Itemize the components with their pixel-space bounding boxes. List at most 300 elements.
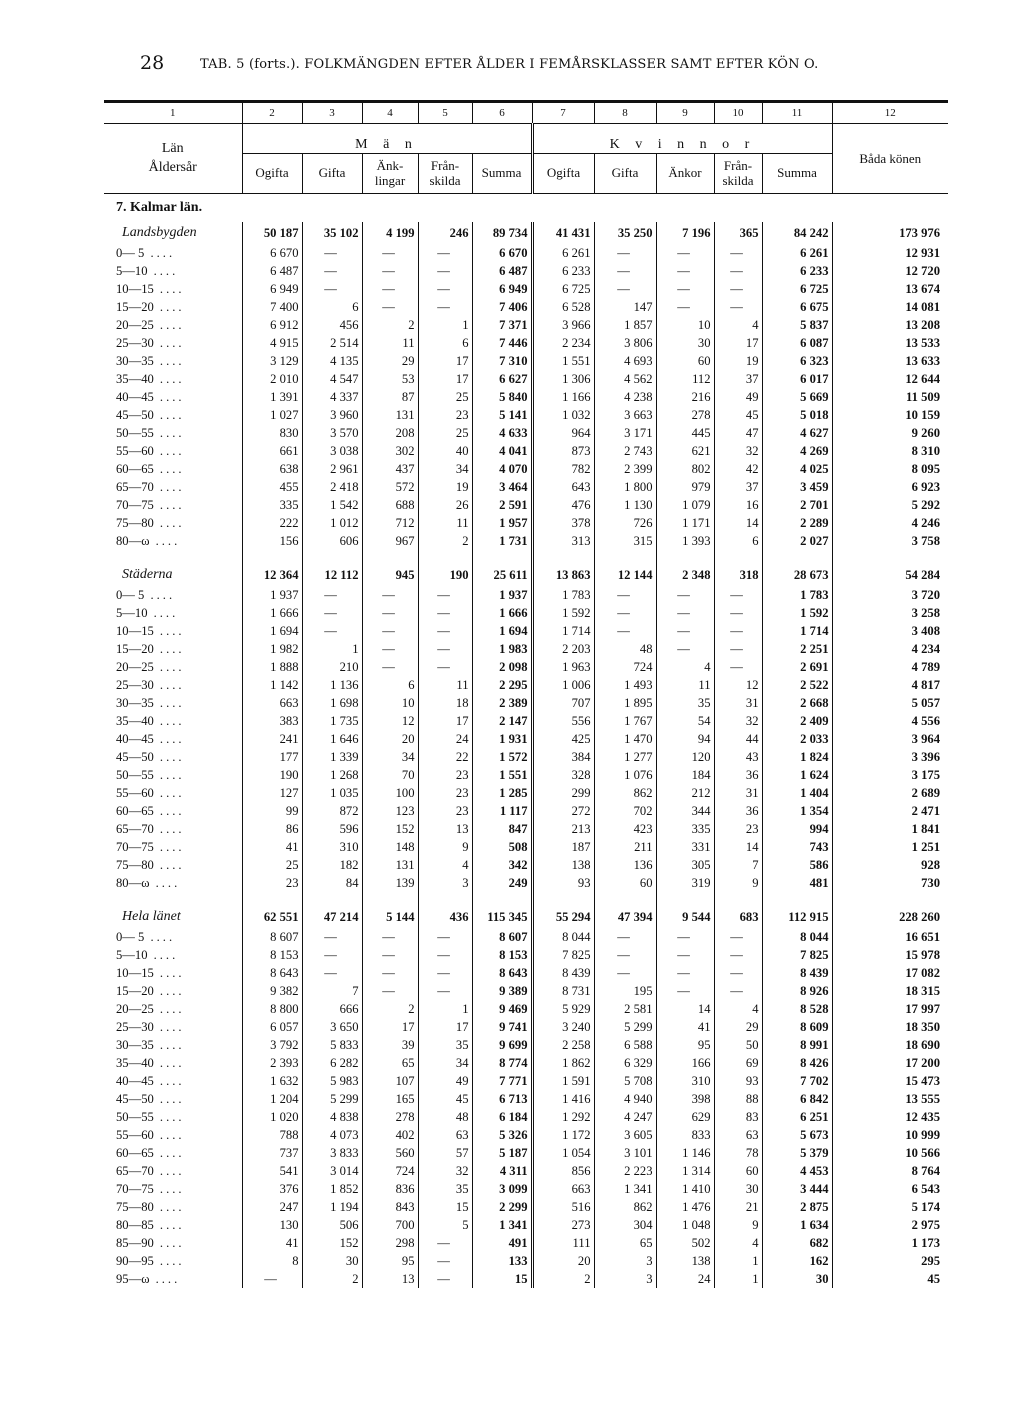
table-cell: 1 xyxy=(302,640,362,658)
table-cell: 425 xyxy=(532,730,594,748)
table-cell: — xyxy=(714,586,762,604)
age-label-cell xyxy=(104,802,242,820)
table-cell: 6 xyxy=(418,334,472,352)
table-cell: 3 xyxy=(418,874,472,892)
table-cell: 1 634 xyxy=(762,1216,832,1234)
age-label-cell xyxy=(104,676,242,694)
leader-dots: .... xyxy=(153,983,185,998)
spacer-row xyxy=(104,892,948,906)
table-cell: 596 xyxy=(302,820,362,838)
table-cell: 31 xyxy=(714,694,762,712)
age-label: 30—35 xyxy=(116,1037,154,1052)
table-cell: 211 xyxy=(594,838,656,856)
age-label: 50—55 xyxy=(116,1109,154,1124)
table-cell: — xyxy=(656,640,714,658)
table-cell: 35 xyxy=(656,694,714,712)
spacer-cell xyxy=(472,550,532,564)
table-cell: 21 xyxy=(714,1198,762,1216)
table-cell: 6 251 xyxy=(762,1108,832,1126)
table-cell: 60 xyxy=(594,874,656,892)
table-cell: 212 xyxy=(656,784,714,802)
table-cell: 25 xyxy=(418,424,472,442)
table-cell: 502 xyxy=(656,1234,714,1252)
table-cell: — xyxy=(656,586,714,604)
table-cell: 100 xyxy=(362,784,418,802)
table-row xyxy=(104,1108,948,1126)
table-cell: 4 135 xyxy=(302,352,362,370)
table-cell: 6 087 xyxy=(762,334,832,352)
table-cell: 1 268 xyxy=(302,766,362,784)
table-cell: 88 xyxy=(714,1090,762,1108)
table-cell: 3 175 xyxy=(832,766,948,784)
stub-header-age: Åldersår xyxy=(148,159,197,175)
leader-dots: .... xyxy=(153,317,185,332)
section-total-row xyxy=(104,906,948,928)
table-cell: 508 xyxy=(472,838,532,856)
table-cell: 23 xyxy=(418,406,472,424)
table-row xyxy=(104,1234,948,1252)
table-cell: 41 xyxy=(242,838,302,856)
age-label: 30—35 xyxy=(116,353,154,368)
age-label-cell xyxy=(104,280,242,298)
table-row xyxy=(104,982,948,1000)
table-cell: 10 xyxy=(362,694,418,712)
table-cell: 8 xyxy=(242,1252,302,1270)
table-cell: 16 xyxy=(714,496,762,514)
stub-header-county: Län xyxy=(161,140,184,156)
table-cell: 712 xyxy=(362,514,418,532)
table-cell: 1 632 xyxy=(242,1072,302,1090)
age-label-cell xyxy=(104,856,242,874)
table-cell: 17 xyxy=(362,1018,418,1036)
leader-dots: .... xyxy=(153,623,185,638)
table-cell: — xyxy=(362,262,418,280)
table-cell: 1 341 xyxy=(472,1216,532,1234)
table-cell: 17 082 xyxy=(832,964,948,982)
table-header xyxy=(104,102,948,194)
table-cell: 1 285 xyxy=(472,784,532,802)
table-cell: 2 223 xyxy=(594,1162,656,1180)
table-row xyxy=(104,838,948,856)
table-cell: 572 xyxy=(362,478,418,496)
table-row xyxy=(104,1144,948,1162)
table-cell: — xyxy=(302,622,362,640)
table-cell: — xyxy=(302,586,362,604)
table-cell: 210 xyxy=(302,658,362,676)
table-cell: 6 670 xyxy=(472,244,532,262)
table-row xyxy=(104,694,948,712)
section-total-cell: 112 915 xyxy=(762,906,832,928)
age-label: 5—10 xyxy=(116,605,148,620)
table-cell: 222 xyxy=(242,514,302,532)
table-cell: — xyxy=(656,964,714,982)
table-cell: 6 842 xyxy=(762,1090,832,1108)
table-cell: 5 299 xyxy=(594,1018,656,1036)
table-cell: 2 393 xyxy=(242,1054,302,1072)
leader-dots: .... xyxy=(153,1091,185,1106)
section-total-cell: 9 544 xyxy=(656,906,714,928)
table-row xyxy=(104,586,948,604)
table-row xyxy=(104,532,948,550)
table-cell: 31 xyxy=(714,784,762,802)
age-label: 25—30 xyxy=(116,677,154,692)
table-cell: 2 027 xyxy=(762,532,832,550)
table-cell: 4 311 xyxy=(472,1162,532,1180)
age-label: 85—90 xyxy=(116,1235,154,1250)
spacer-cell xyxy=(714,550,762,564)
table-cell: 165 xyxy=(362,1090,418,1108)
section-total-cell: 246 xyxy=(418,222,472,244)
table-row xyxy=(104,1000,948,1018)
age-label: 50—55 xyxy=(116,767,154,782)
age-label: 20—25 xyxy=(116,317,154,332)
table-cell: — xyxy=(714,658,762,676)
table-cell: — xyxy=(302,928,362,946)
table-cell: 15 xyxy=(472,1270,532,1288)
table-cell: 273 xyxy=(532,1216,594,1234)
table-cell: 1 698 xyxy=(302,694,362,712)
table-row xyxy=(104,622,948,640)
spacer-cell xyxy=(656,550,714,564)
table-cell: 147 xyxy=(594,298,656,316)
table-cell: 11 xyxy=(362,334,418,352)
spacer-cell xyxy=(832,892,948,906)
table-cell: 7 825 xyxy=(532,946,594,964)
age-label: 80—ω xyxy=(116,875,150,890)
table-cell: 1 735 xyxy=(302,712,362,730)
age-label-cell xyxy=(104,244,242,262)
table-cell: 131 xyxy=(362,406,418,424)
table-cell: 643 xyxy=(532,478,594,496)
table-cell: 4 246 xyxy=(832,514,948,532)
table-cell: 847 xyxy=(472,820,532,838)
table-cell: — xyxy=(362,622,418,640)
table-cell: 4 915 xyxy=(242,334,302,352)
leader-dots: .... xyxy=(153,515,185,530)
table-cell: 11 xyxy=(656,676,714,694)
table-cell: 310 xyxy=(302,838,362,856)
table-cell: 17 xyxy=(418,1018,472,1036)
spacer-cell xyxy=(362,550,418,564)
age-label: 30—35 xyxy=(116,695,154,710)
table-cell: — xyxy=(656,622,714,640)
table-cell: — xyxy=(418,658,472,676)
table-cell: — xyxy=(714,244,762,262)
table-cell: 2 xyxy=(418,532,472,550)
table-cell: 1 277 xyxy=(594,748,656,766)
age-label: 65—70 xyxy=(116,479,154,494)
table-cell: 8 153 xyxy=(242,946,302,964)
table-cell: 12 720 xyxy=(832,262,948,280)
spacer-cell xyxy=(242,550,302,564)
age-label-cell xyxy=(104,1180,242,1198)
section-total-cell: 12 112 xyxy=(302,564,362,586)
table-cell: 2 251 xyxy=(762,640,832,658)
table-row xyxy=(104,604,948,622)
table-row xyxy=(104,424,948,442)
table-cell: — xyxy=(656,280,714,298)
section-total-cell: 7 196 xyxy=(656,222,714,244)
table-cell: — xyxy=(418,262,472,280)
table-cell: 278 xyxy=(362,1108,418,1126)
table-cell: 456 xyxy=(302,316,362,334)
table-cell: 60 xyxy=(714,1162,762,1180)
table-cell: 8 991 xyxy=(762,1036,832,1054)
table-cell: 19 xyxy=(714,352,762,370)
table-row xyxy=(104,676,948,694)
table-cell: 1 032 xyxy=(532,406,594,424)
table-cell: 862 xyxy=(594,1198,656,1216)
spacer-cell xyxy=(362,892,418,906)
table-cell: 663 xyxy=(532,1180,594,1198)
table-cell: — xyxy=(594,280,656,298)
table-cell: 319 xyxy=(656,874,714,892)
table-cell: 247 xyxy=(242,1198,302,1216)
table-cell: 8 731 xyxy=(532,982,594,1000)
table-cell: 682 xyxy=(762,1234,832,1252)
table-cell: — xyxy=(418,622,472,640)
leader-dots: .... xyxy=(153,1109,185,1124)
table-cell: — xyxy=(418,1252,472,1270)
leader-dots: .... xyxy=(153,1217,185,1232)
table-cell: 216 xyxy=(656,388,714,406)
table-cell: 1 888 xyxy=(242,658,302,676)
table-cell: 1 824 xyxy=(762,748,832,766)
table-cell: 50 xyxy=(714,1036,762,1054)
age-label: 10—15 xyxy=(116,281,154,296)
table-cell: 2 234 xyxy=(532,334,594,352)
table-cell: 152 xyxy=(302,1234,362,1252)
table-cell: 1 306 xyxy=(532,370,594,388)
table-cell: 95 xyxy=(362,1252,418,1270)
county-heading: 7. Kalmar län. xyxy=(116,199,203,215)
table-cell: 30 xyxy=(302,1252,362,1270)
table-cell: 93 xyxy=(714,1072,762,1090)
table-cell: 112 xyxy=(656,370,714,388)
table-cell: — xyxy=(656,928,714,946)
table-cell: 272 xyxy=(532,802,594,820)
age-label-cell xyxy=(104,784,242,802)
table-cell: 12 931 xyxy=(832,244,948,262)
table-cell: 278 xyxy=(656,406,714,424)
leader-dots: .... xyxy=(153,1181,185,1196)
table-cell: 560 xyxy=(362,1144,418,1162)
table-cell: 4 556 xyxy=(832,712,948,730)
table-cell: 8 044 xyxy=(762,928,832,946)
table-cell: 1 470 xyxy=(594,730,656,748)
section-total-cell: 115 345 xyxy=(472,906,532,928)
table-cell: 24 xyxy=(418,730,472,748)
table-cell: 2 xyxy=(532,1270,594,1288)
table-cell: 398 xyxy=(656,1090,714,1108)
table-cell: 195 xyxy=(594,982,656,1000)
table-cell: 7 825 xyxy=(762,946,832,964)
age-label: 20—25 xyxy=(116,659,154,674)
age-label-cell xyxy=(104,748,242,766)
table-cell: 5 669 xyxy=(762,388,832,406)
table-cell: 4 547 xyxy=(302,370,362,388)
table-row xyxy=(104,316,948,334)
table-cell: 8 044 xyxy=(532,928,594,946)
spacer-cell xyxy=(302,550,362,564)
table-cell: 138 xyxy=(656,1252,714,1270)
age-label: 40—45 xyxy=(116,389,154,404)
section-total-row xyxy=(104,564,948,586)
table-cell: 10 566 xyxy=(832,1144,948,1162)
table-cell: 4 234 xyxy=(832,640,948,658)
leader-dots: .... xyxy=(153,713,185,728)
table-cell: 8 310 xyxy=(832,442,948,460)
table-cell: 2 033 xyxy=(762,730,832,748)
group-header-women: K v i n n o r xyxy=(532,124,832,154)
age-label-cell xyxy=(104,1252,242,1270)
table-cell: 12 644 xyxy=(832,370,948,388)
table-cell: 136 xyxy=(594,856,656,874)
leader-dots: .... xyxy=(153,461,185,476)
table-cell: 9 xyxy=(714,1216,762,1234)
table-cell: 1 931 xyxy=(472,730,532,748)
table-cell: 18 690 xyxy=(832,1036,948,1054)
table-cell: 2 258 xyxy=(532,1036,594,1054)
leader-dots: .... xyxy=(153,425,185,440)
table-cell: 18 315 xyxy=(832,982,948,1000)
table-cell: — xyxy=(418,604,472,622)
age-label-cell xyxy=(104,334,242,352)
table-cell: 17 997 xyxy=(832,1000,948,1018)
leader-dots: .... xyxy=(153,641,185,656)
table-cell: 661 xyxy=(242,442,302,460)
table-cell: 1 963 xyxy=(532,658,594,676)
section-name: Landsbygden xyxy=(122,224,197,240)
spacer-cell xyxy=(762,550,832,564)
table-row xyxy=(104,1054,948,1072)
age-label-cell xyxy=(104,1036,242,1054)
table-cell: 743 xyxy=(762,838,832,856)
age-label: 10—15 xyxy=(116,965,154,980)
table-cell: 32 xyxy=(418,1162,472,1180)
table-cell: 24 xyxy=(656,1270,714,1288)
leader-dots: .... xyxy=(153,443,185,458)
table-cell: 63 xyxy=(714,1126,762,1144)
age-label: 40—45 xyxy=(116,731,154,746)
table-cell: 8 607 xyxy=(242,928,302,946)
table-cell: 43 xyxy=(714,748,762,766)
col-header: Änkor xyxy=(656,154,714,194)
table-cell: — xyxy=(418,928,472,946)
table-cell: 1 862 xyxy=(532,1054,594,1072)
table-cell: 9 699 xyxy=(472,1036,532,1054)
table-cell: 4 627 xyxy=(762,424,832,442)
leader-dots: .... xyxy=(147,947,179,962)
col-header: Från-skilda xyxy=(714,154,762,194)
table-cell: 5 929 xyxy=(532,1000,594,1018)
table-cell: 4 xyxy=(714,1234,762,1252)
table-cell: 6 725 xyxy=(762,280,832,298)
age-label-cell xyxy=(104,604,242,622)
table-cell: 70 xyxy=(362,766,418,784)
table-cell: 2 xyxy=(302,1270,362,1288)
leader-dots: .... xyxy=(153,479,185,494)
table-row xyxy=(104,1162,948,1180)
age-label-cell xyxy=(104,1018,242,1036)
table-cell: 1 983 xyxy=(472,640,532,658)
table-cell: — xyxy=(418,1234,472,1252)
table-cell: 6 184 xyxy=(472,1108,532,1126)
column-number: 10 xyxy=(714,102,762,124)
table-cell: 4 073 xyxy=(302,1126,362,1144)
table-cell: 586 xyxy=(762,856,832,874)
table-cell: 1 592 xyxy=(762,604,832,622)
table-cell: 3 xyxy=(594,1270,656,1288)
table-cell: 5 326 xyxy=(472,1126,532,1144)
table-cell: 2 875 xyxy=(762,1198,832,1216)
table-cell: — xyxy=(656,298,714,316)
table-cell: 4 247 xyxy=(594,1108,656,1126)
table-cell: 1 xyxy=(418,316,472,334)
age-label-cell xyxy=(104,586,242,604)
table-cell: 3 663 xyxy=(594,406,656,424)
table-cell: 8 774 xyxy=(472,1054,532,1072)
table-cell: 541 xyxy=(242,1162,302,1180)
age-label: 5—10 xyxy=(116,263,148,278)
section-total-cell: 25 611 xyxy=(472,564,532,586)
table-cell: 1 391 xyxy=(242,388,302,406)
table-cell: — xyxy=(302,604,362,622)
table-cell: 8 095 xyxy=(832,460,948,478)
spacer-cell xyxy=(832,550,948,564)
column-number: 7 xyxy=(532,102,594,124)
table-cell: 12 xyxy=(362,712,418,730)
table-cell: 131 xyxy=(362,856,418,874)
column-number: 1 xyxy=(104,102,242,124)
table-cell: 3 960 xyxy=(302,406,362,424)
table-cell: 506 xyxy=(302,1216,362,1234)
age-label: 80—ω xyxy=(116,533,150,548)
population-table xyxy=(104,100,948,1288)
table-cell: 2 098 xyxy=(472,658,532,676)
table-cell: 2 689 xyxy=(832,784,948,802)
table-cell: 9 382 xyxy=(242,982,302,1000)
section-total-cell: 35 102 xyxy=(302,222,362,244)
table-cell: 1 714 xyxy=(762,622,832,640)
age-label: 10—15 xyxy=(116,623,154,638)
table-cell: 2 418 xyxy=(302,478,362,496)
table-cell: 304 xyxy=(594,1216,656,1234)
age-label-cell xyxy=(104,406,242,424)
table-cell: 7 371 xyxy=(472,316,532,334)
age-label-cell xyxy=(104,388,242,406)
table-cell: — xyxy=(362,298,418,316)
table-cell: 5 379 xyxy=(762,1144,832,1162)
table-cell: 166 xyxy=(656,1054,714,1072)
table-cell: 423 xyxy=(594,820,656,838)
table-row xyxy=(104,874,948,892)
table-cell: 730 xyxy=(832,874,948,892)
table-cell: 4 269 xyxy=(762,442,832,460)
table-cell: 1 841 xyxy=(832,820,948,838)
table-cell: 34 xyxy=(418,1054,472,1072)
table-cell: 663 xyxy=(242,694,302,712)
table-cell: 6 675 xyxy=(762,298,832,316)
table-cell: 6 588 xyxy=(594,1036,656,1054)
table-cell: 8 764 xyxy=(832,1162,948,1180)
table-cell: 3 258 xyxy=(832,604,948,622)
table-cell: 1 006 xyxy=(532,676,594,694)
table-cell: 17 xyxy=(418,352,472,370)
age-label: 95—ω xyxy=(116,1271,150,1286)
leader-dots: .... xyxy=(153,857,185,872)
table-cell: 491 xyxy=(472,1234,532,1252)
